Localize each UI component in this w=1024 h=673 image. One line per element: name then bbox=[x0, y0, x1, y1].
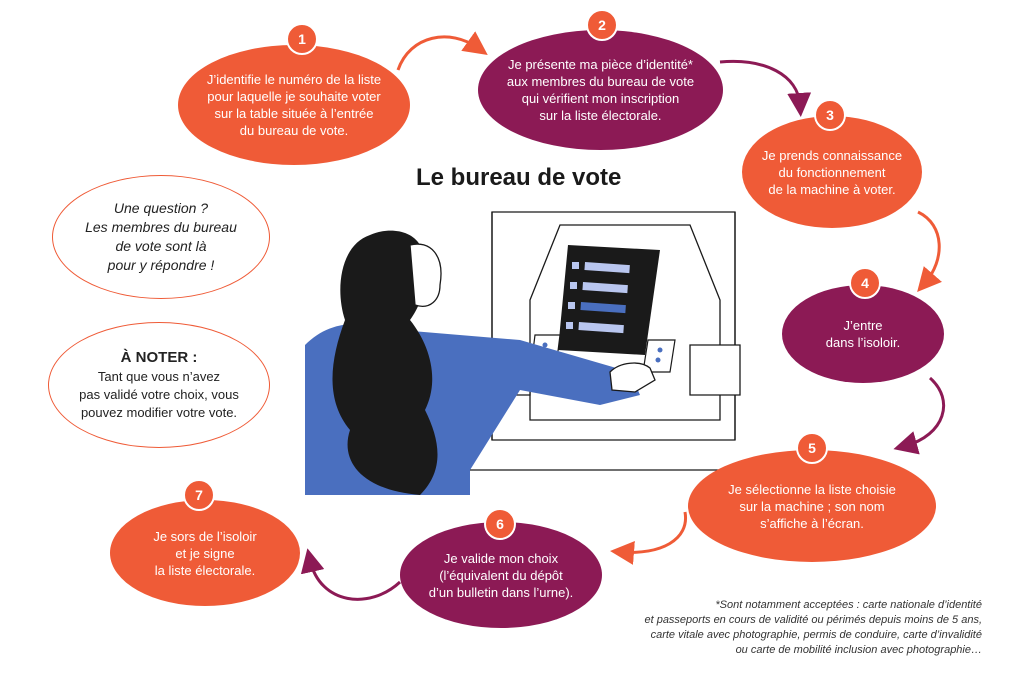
step-7-bubble bbox=[110, 500, 300, 606]
step-5-bubble bbox=[688, 450, 936, 562]
step-1-number: 1 bbox=[286, 23, 318, 55]
step-6-text: Je valide mon choix (l’équivalent du dépôt d’un bulletin dans l’urne). bbox=[428, 550, 574, 600]
note-text: Tant que vous n’avez pas validé votre choix, vous pouvez modifier votre vote. bbox=[79, 368, 239, 420]
step-6-number: 6 bbox=[484, 508, 516, 540]
step-2-text: Je présente ma pièce d’identité* aux membres du bureau de vote qui vérifient mon inscription sur la liste électorale. bbox=[506, 57, 695, 123]
question-bubble bbox=[52, 175, 270, 299]
step-4-number: 4 bbox=[849, 267, 881, 299]
step-7-text: Je sors de l’isoloir et je signe la liste électorale. bbox=[153, 528, 257, 578]
step-2-number: 2 bbox=[586, 9, 618, 41]
note-bubble bbox=[48, 322, 270, 448]
step-2-bubble bbox=[478, 30, 723, 150]
page-title: Le bureau de vote bbox=[416, 164, 622, 191]
id-footnote: *Sont notamment acceptées : carte nationale d’identité et passeports en cours de validité ou périmés depuis moins de 5 ans, carte vitale avec photographie, permis de conduire, carte d’invalidité ou carte de mobilité inclusion avec photographie… bbox=[644, 599, 982, 656]
step-3-text: Je prends connaissance du fonctionnement de la machine à voter. bbox=[761, 147, 903, 197]
step-7-number: 7 bbox=[183, 479, 215, 511]
step-3-bubble bbox=[742, 116, 922, 228]
step-1-text: J’identifie le numéro de la liste pour laquelle je souhaite voter sur la table située à l’entrée du bureau de vote. bbox=[206, 72, 382, 138]
step-3-number: 3 bbox=[814, 99, 846, 131]
step-4-text: J’entre dans l’isoloir. bbox=[825, 318, 901, 350]
question-text: Une question ? Les membres du bureau de vote sont là pour y répondre ! bbox=[85, 200, 237, 273]
step-1-bubble bbox=[178, 45, 410, 165]
step-5-text: Je sélectionne la liste choisie sur la machine ; son nom s’affiche à l’écran. bbox=[728, 481, 896, 531]
step-4-bubble bbox=[782, 285, 944, 383]
step-5-number: 5 bbox=[796, 432, 828, 464]
note-heading: À NOTER : bbox=[120, 348, 198, 366]
